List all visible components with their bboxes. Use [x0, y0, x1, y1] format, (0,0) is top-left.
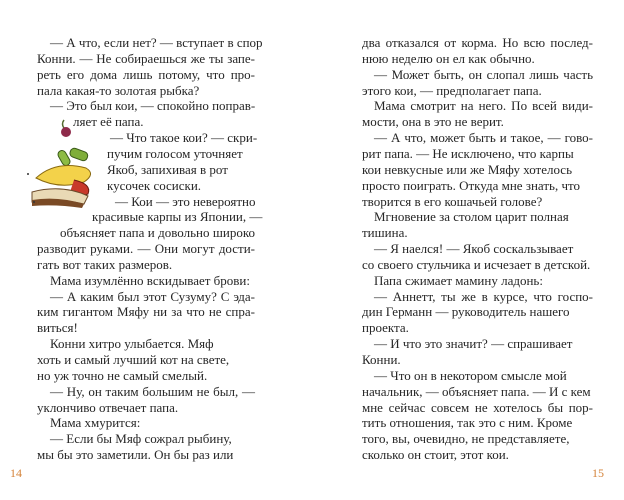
text-line: кои невкусные или же Мяфу хотелось	[362, 161, 573, 177]
text-line: ляет её папа.	[73, 114, 144, 130]
text-line: Мама изумлённо вскидывает брови:	[50, 272, 250, 288]
text-line: нюю неделю он ел как обычно.	[362, 50, 535, 66]
text-line: — Кои — это невероятно	[115, 193, 256, 209]
text-line: Конни хитро улыбается. Мяф	[50, 336, 214, 352]
text-line: виться!	[37, 320, 78, 336]
text-line: пучим голосом уточняет	[107, 145, 243, 161]
text-line: — А что, если нет? — вступает в спор	[50, 35, 263, 50]
text-line: — Что такое кои? — скри-	[110, 130, 258, 146]
text-line: — Может быть, он слопал лишь часть	[374, 66, 593, 82]
text-line: мне сейчас совсем не хотелось бы пор-	[362, 399, 593, 415]
text-line: — А каким был этот Сузуму? С эда-	[50, 288, 255, 304]
text-line: Мгновение за столом царит полная	[374, 209, 569, 225]
text-line: — Ну, он таким большим не был, —	[50, 383, 255, 399]
text-line: Конни.	[362, 352, 401, 367]
text-line: тишина.	[362, 225, 408, 241]
text-line: мости, она в это не верит.	[362, 114, 504, 130]
text-line: — Это был кои, — спокойно поправ-	[50, 98, 256, 114]
text-line: пала какая-то золотая рыбка?	[37, 82, 200, 98]
text-line: Мама смотрит на него. По всей види-	[374, 98, 593, 114]
text-line: рит папа. — Не исключено, что карпы	[362, 145, 574, 161]
text-line: хоть и самый лучший кот на свете,	[37, 352, 230, 367]
text-line: Мама хмурится:	[50, 415, 141, 431]
text-line: сколько он стоит, этот кои.	[362, 447, 509, 463]
text-line: дин Германн — руководитель нашего	[362, 304, 570, 320]
text-line: ким гигантом Мяфу ни за что не спра-	[37, 304, 255, 320]
text-line: Якоб, запихивая в рот	[107, 161, 228, 177]
text-line: но уж точно не самый смелый.	[37, 367, 208, 383]
text-line: этого кои, — предполагает папа.	[362, 82, 542, 98]
text-line: объясняет папа и довольно широко	[60, 225, 255, 241]
text-line: гать вот таких размеров.	[37, 256, 173, 272]
text-line: начальник, — объясняет папа. — И с кем	[362, 383, 591, 399]
text-line: — Что он в некотором смысле мой	[374, 367, 567, 383]
text-line: со своего стульчика и исчезает в детской.	[362, 256, 591, 272]
text-line: — А что, может быть и такое, — гово-	[374, 130, 593, 146]
text-line: просто поиграть. Откуда мне знать, что	[362, 177, 581, 193]
text-line: того, вы, очевидно, не представляете,	[362, 431, 570, 447]
radish-icon	[61, 120, 71, 137]
text-line: — Аннетт, ты же в курсе, что госпо-	[374, 288, 593, 304]
text-line: — Если бы Мяф сожрал рыбину,	[50, 431, 232, 447]
text-line: творится в его кошачьей голове?	[362, 193, 543, 209]
text-line: разводит руками. — Они могут дости-	[37, 241, 255, 257]
sandwich-illustration	[24, 118, 104, 208]
text-line: — Я наелся! — Якоб соскальзывает	[374, 241, 574, 257]
text-line: тить отношения, так это с ним. Кроме	[362, 415, 573, 431]
text-line: два отказался от корма. Но всю послед-	[362, 35, 593, 50]
right-page	[312, 0, 624, 500]
page-number: 15	[592, 466, 604, 480]
text-line: Папа сжимает мамину ладонь:	[374, 272, 543, 288]
text-line: кусочек сосиски.	[107, 177, 202, 193]
text-line: реть его дома лишь потому, что про-	[37, 66, 255, 82]
text-line: мы бы это заметили. Он бы раз или	[37, 447, 234, 463]
text-line: красивые карпы из Японии, —	[92, 209, 263, 225]
page-number: 14	[10, 466, 22, 480]
text-line: — И что это значит? — спрашивает	[374, 336, 573, 352]
text-line: уклончиво отвечает папа.	[37, 399, 179, 415]
text-line: Конни. — Не собираешься же ты запе-	[37, 50, 255, 66]
text-line: проекта.	[362, 320, 409, 336]
